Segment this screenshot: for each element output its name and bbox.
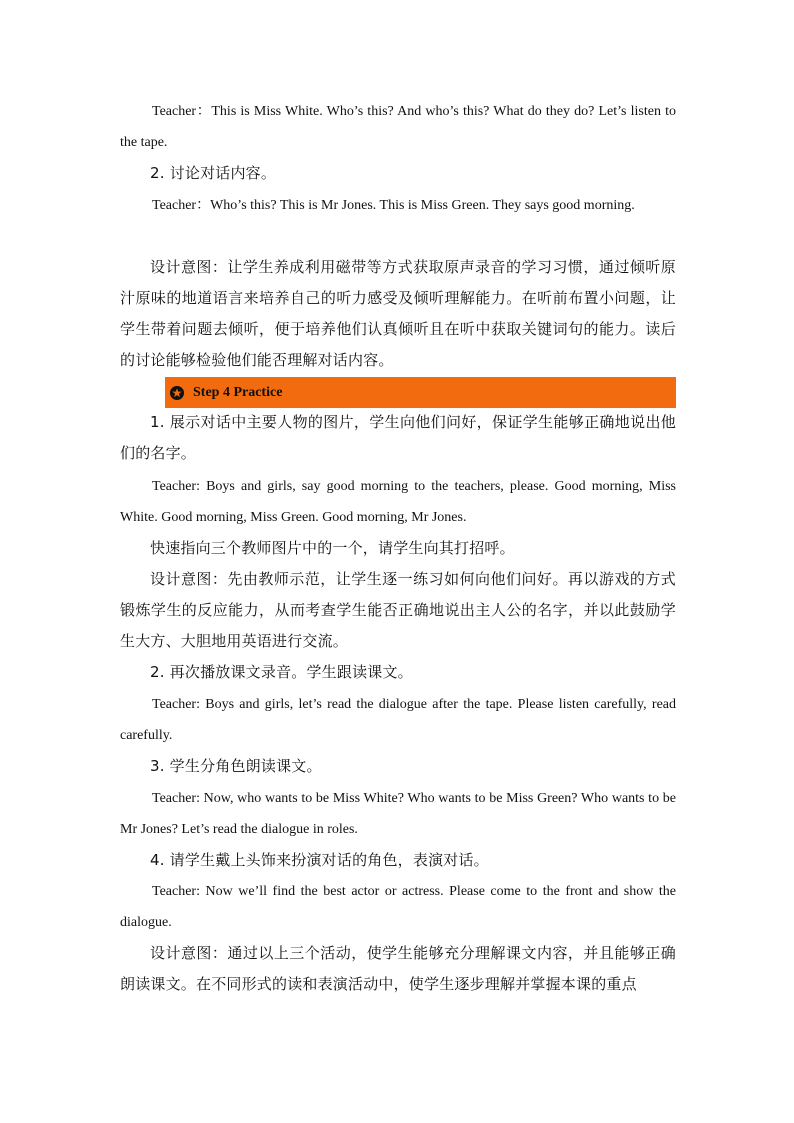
instruction-line: 快速指向三个教师图片中的一个，请学生向其打招呼。: [150, 539, 515, 557]
step-item-discuss: 2. 讨论对话内容。: [150, 164, 277, 182]
teacher-line-2: Teacher：Who’s this? This is Mr Jones. This is Miss Green. They says good morning.: [152, 198, 635, 213]
design-intent-3: 设计意图：通过以上三个活动，使学生能够充分理解课文内容，并且能够正确朗读课文。在不同形式的读和表演活动中，使学生逐步理解并掌握本课的重点: [120, 944, 676, 993]
design-intent-1: 设计意图：让学生养成利用磁带等方式获取原声录音的学习习惯，通过倾听原汁原味的地道语言来培养自己的听力感受及倾听理解能力。在听前布置小问题，让学生带着问题去倾听，便于培养他们认真倾听且在听中获取关键词句的能力。读后的讨论能够检验他们能否理解对话内容。: [120, 258, 676, 369]
teacher-line-4: Teacher: Boys and girls, let’s read the dialogue after the tape. Please listen carefully, read carefully.: [120, 697, 676, 743]
section-heading-title: Step 4 Practice: [193, 384, 283, 400]
practice-item-2: 2. 再次播放课文录音。学生跟读课文。: [150, 663, 413, 681]
teacher-line-1: Teacher：This is Miss White. Who’s this? And who’s this? What do they do? Let’s listen to the tape.: [120, 104, 676, 150]
practice-item-3: 3. 学生分角色朗读课文。: [150, 757, 322, 775]
design-intent-2: 设计意图：先由教师示范，让学生逐一练习如何向他们问好。再以游戏的方式锻炼学生的反应能力，从而考查学生能否正确地说出主人公的名字，并以此鼓励学生大方、大胆地用英语进行交流。: [120, 570, 676, 650]
teacher-line-6: Teacher: Now we’ll find the best actor or actress. Please come to the front and show the dialogue.: [120, 884, 676, 930]
teacher-line-3: Teacher: Boys and girls, say good morning to the teachers, please. Good morning, Miss White. Good morning, Miss Green. Good morning, Mr Jones.: [120, 479, 676, 525]
practice-item-4: 4. 请学生戴上头饰来扮演对话的角色，表演对话。: [150, 851, 489, 869]
section-heading: [165, 377, 676, 408]
star-circle-icon: [167, 383, 187, 403]
teacher-line-5: Teacher: Now, who wants to be Miss White? Who wants to be Miss Green? Who wants to be Mr Jones? Let’s read the dialogue in roles.: [120, 791, 676, 837]
practice-item-1: 1. 展示对话中主要人物的图片，学生向他们问好，保证学生能够正确地说出他们的名字。: [120, 413, 676, 462]
